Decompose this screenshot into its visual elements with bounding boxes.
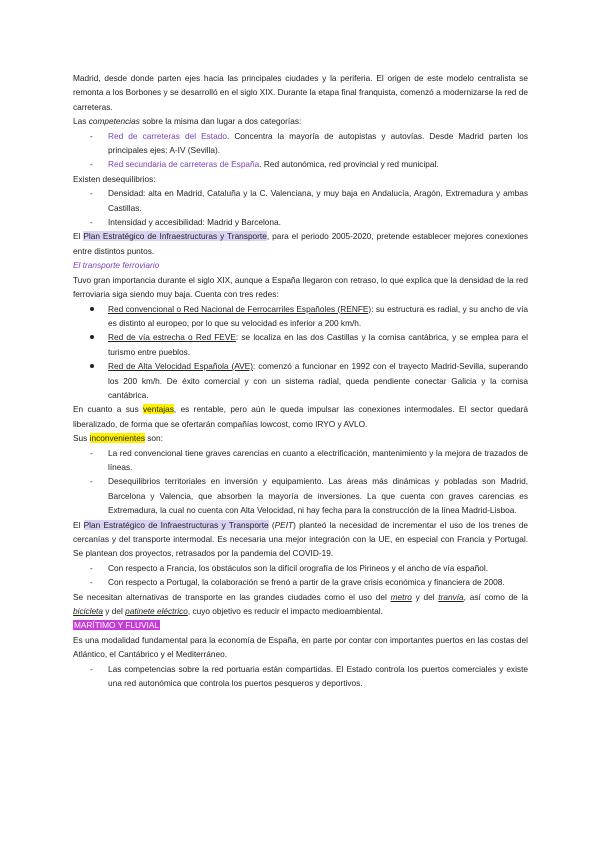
alternativas-text: y del xyxy=(411,591,439,602)
red-secundaria-link: Red secundaria de carreteras de España xyxy=(108,159,260,170)
bullet-dot-icon xyxy=(90,307,94,311)
ventajas-post: , es rentable, pero aún le queda impulsar las conexiones intermodales. El sector quedará liberalizado, de forma que se ofertarán compañías lowcost, como IRYO y AVLO. xyxy=(73,404,528,429)
list-item-text: Desequilibrios territoriales en inversión y equipamiento. Las áreas más dinámicas y pobladas son Madrid, Barcelona y Valencia, que absorben la mayoría de inversiones. La que cuenta con graves carencias es Extremadura, la cual no cuenta con Alta Velocidad, ni hay fecha para la construcción de la línea Madrid-Lisboa. xyxy=(108,476,528,516)
list-item xyxy=(73,330,528,359)
document-body xyxy=(73,71,528,690)
maritimo-intro: Es una modalidad fundamental para la economía de España, en parte por contar con importantes puertos en las costas del Atlántico, el Cantábrico y el Mediterráneo. xyxy=(73,634,528,660)
list-item xyxy=(73,215,528,229)
alternativas-paragraph xyxy=(73,590,528,619)
list-item-text: Densidad: alta en Madrid, Cataluña y la C. Valenciana, y muy baja en Andalucía, Aragón, Extremadura y ambas Castillas. xyxy=(108,188,528,213)
desequilibrios-list xyxy=(73,186,528,229)
inconvenientes-pre: Sus xyxy=(73,433,90,444)
redes-list xyxy=(73,302,528,403)
list-item xyxy=(73,186,528,215)
peit-pre: El xyxy=(73,519,84,530)
list-item-text: Intensidad y accesibilidad: Madrid y Barcelona. xyxy=(108,217,281,228)
peit-paragraph xyxy=(73,518,528,561)
maritimo-list xyxy=(73,662,528,691)
dash-marker: - xyxy=(90,562,93,573)
plan-post: , para el periodo 2005-2020, pretende establecer mejores conexiones entre distintos puntos. xyxy=(73,231,528,256)
list-item xyxy=(73,359,528,402)
peit-abbr: PEIT xyxy=(274,519,294,530)
list-item-text: Con respecto a Francia, los obstáculos son la difícil orografía de los Pirineos y el ancho de vía español. xyxy=(108,562,489,573)
section-title-ferroviario: El transporte ferroviario xyxy=(73,260,160,271)
red-estado-link: Red de carreteras del Estado xyxy=(108,130,227,141)
plan-pre: El xyxy=(73,231,84,242)
bullet-dot-icon xyxy=(90,364,94,368)
list-item-text: . Concentra la mayoría de autopistas y autovías. Desde Madrid parten los principales ejes: A-IV (Sevilla). xyxy=(108,130,528,156)
peit-mid1: ( xyxy=(268,519,275,530)
maritimo-title-highlight: MARÍTIMO Y FLUVIAL xyxy=(74,620,159,631)
list-item-text: Con respecto a Portugal, la colaboración se frenó a partir de la grave crisis económica y financiera de 2008. xyxy=(108,577,505,588)
intro-paragraph: Madrid, desde donde parten ejes hacia las principales ciudades y la periferia. El origen de este modelo centralista se remonta a los Borbones y se desarrolló en el siglo XIX. Durante la etapa final franquista, comenzó a modernizarse la red de carreteras. xyxy=(73,73,528,112)
list-item-text: : se localiza en las dos Castillas y la cornisa cantábrica, y se emplea para el turismo entre pueblos. xyxy=(108,332,528,357)
ventajas-pre: En cuanto a sus xyxy=(73,404,143,415)
proyectos-list xyxy=(73,561,528,590)
alternativas-text: , así como de la xyxy=(463,591,529,602)
red-convencional-name: Red convencional o Red Nacional de Ferrocarriles Españoles (RENFE) xyxy=(108,303,372,314)
inconvenientes-paragraph xyxy=(73,431,528,445)
competencias-pre: Las xyxy=(73,116,89,127)
list-item xyxy=(73,157,528,171)
desequilibrios-heading: Existen desequilibrios: xyxy=(73,173,156,184)
alternativas-text: y del xyxy=(102,606,126,617)
dash-marker: - xyxy=(90,217,93,228)
alternativas-text: Se necesitan alternativas de transporte en las grandes ciudades como el uso del xyxy=(73,591,391,602)
dash-marker: - xyxy=(90,663,93,674)
red-feve-name: Red de vía estrecha o Red FEVE xyxy=(108,332,236,343)
dash-marker: - xyxy=(90,159,93,170)
list-item xyxy=(73,575,528,589)
patinete-term: patinete eléctrico xyxy=(125,606,188,617)
inconvenientes-list xyxy=(73,446,528,518)
list-item-text: : comenzó a funcionar en 1992 con el trayecto Madrid-Sevilla, superando los 200 km/h. De éxito comercial y con un sistema radial, queda pendiente conectar Galicia y la cornisa cantábrica. xyxy=(108,361,529,400)
list-item xyxy=(73,474,528,517)
dash-marker: - xyxy=(90,577,93,588)
section-title-maritimo xyxy=(73,618,528,632)
competencias-list xyxy=(73,129,528,172)
list-item-text: La red convencional tiene graves carencias en cuanto a electrificación, mantenimiento y la mejora de trazados de líneas. xyxy=(108,447,528,472)
peit-highlight: Plan Estratégico de Infraestructuras y Transporte xyxy=(83,519,269,530)
alternativas-text: , cuyo objetivo es reducir el impacto medioambiental. xyxy=(187,606,383,617)
red-ave-name: Red de Alta Velocidad Española (AVE) xyxy=(108,361,253,372)
ventajas-highlight: ventajas xyxy=(143,404,174,415)
list-item-text: . Red autonómica, red provincial y red municipal. xyxy=(259,159,439,170)
list-item xyxy=(73,561,528,575)
competencias-post: sobre la misma dan lugar a dos categorías: xyxy=(139,116,302,127)
peit-mid2: ) planteó la necesidad de incrementar el uso de los trenes de cercanías y del transporte intermodal. Es necesaria una mejor integración con la UE, en especial con Francia y Portugal. Se plantean dos proyectos, retrasados por la pandemia del COVID-19. xyxy=(73,519,528,559)
bicicleta-term: bicicleta xyxy=(73,606,103,617)
competencias-term: competencias xyxy=(88,116,140,127)
list-item-text: : su estructura es radial, y su ancho de vía es distinto al europeo, por lo que su velocidad es inferior a 200 km/h. xyxy=(108,303,528,328)
list-item xyxy=(73,662,528,691)
inconvenientes-post: son: xyxy=(144,433,163,444)
plan-paragraph xyxy=(73,229,528,258)
dash-marker: - xyxy=(90,447,93,458)
list-item xyxy=(73,302,528,331)
dash-marker: - xyxy=(90,476,93,487)
plan-highlight: Plan Estratégico de Infraestructuras y Transporte xyxy=(83,231,267,242)
ferroviario-intro: Tuvo gran importancia durante el siglo XIX, aunque a España llegaron con retraso, lo que explica que la densidad de la red ferroviaria siga siendo muy baja. Cuenta con tres redes: xyxy=(73,274,528,300)
ventajas-paragraph xyxy=(73,402,528,431)
list-item-text: Las competencias sobre la red portuaria están compartidas. El Estado controla los puertos comerciales y existe una red autonómica que controla los puertos pesqueros y deportivos. xyxy=(108,663,528,689)
list-item xyxy=(73,129,528,158)
tranvia-term: tranvía xyxy=(438,591,464,602)
inconvenientes-highlight: inconvenientes xyxy=(89,433,145,444)
metro-term: metro xyxy=(390,591,412,602)
dash-marker: - xyxy=(90,188,93,199)
dash-marker: - xyxy=(90,130,93,141)
bullet-dot-icon xyxy=(90,335,94,339)
competencias-paragraph xyxy=(73,114,528,128)
list-item xyxy=(73,446,528,475)
